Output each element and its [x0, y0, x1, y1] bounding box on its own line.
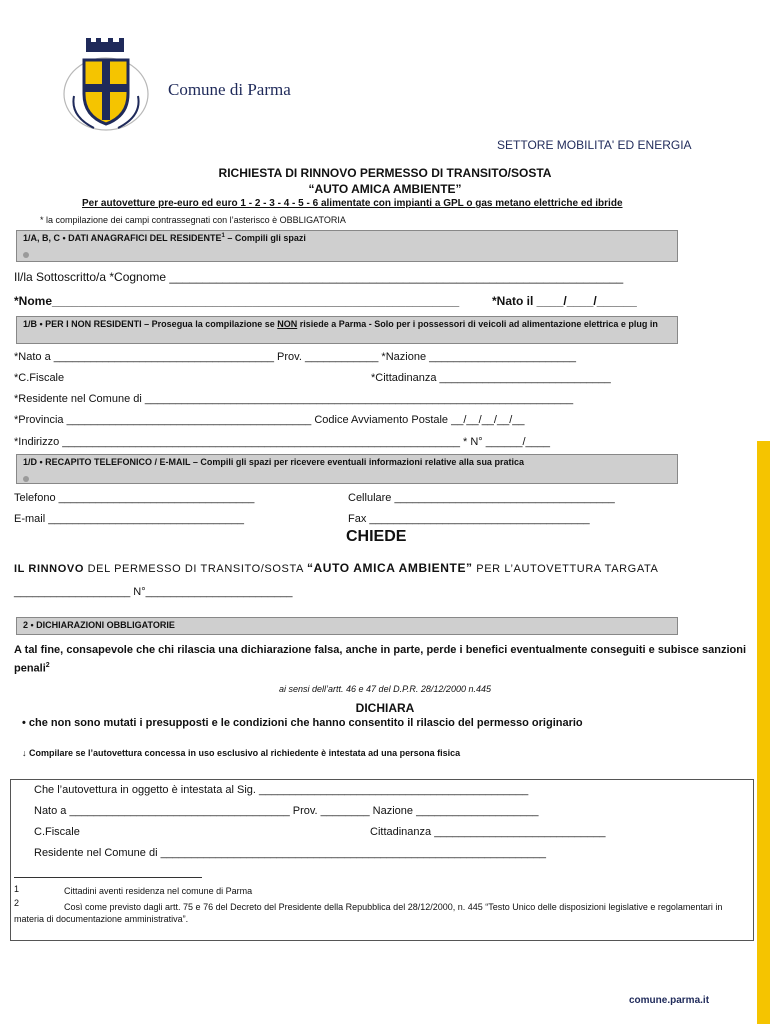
footnote-2-text: Così come previsto dagli artt. 75 e 76 del Decreto del Presidente della Repubblica del 28/12/2000, n. 445 “Testo Unico delle disposizioni legislative e regolamentari in materia di documentazione amministrativa”. — [14, 902, 723, 924]
mandatory-note-text: la compilazione dei campi contrassegnati con l’asterisco è OBBLIGATORIA — [46, 215, 346, 225]
department-name: SETTORE MOBILITA' ED ENERGIA — [497, 138, 692, 152]
fax-field[interactable]: Fax ____________________________________ — [348, 513, 590, 525]
footnote-1-text: Cittadini aventi residenza nel comune di Parma — [64, 886, 253, 896]
coat-of-arms-logo — [60, 36, 160, 132]
mobile-field[interactable]: Cellulare ____________________________________ — [348, 492, 615, 504]
permit-text: DEL PERMESSO DI TRANSITO/SOSTA — [83, 563, 307, 575]
residence-field[interactable]: *Residente nel Comune di ______________________________________________________________________ — [14, 393, 574, 405]
dichiara-heading: DICHIARA — [355, 701, 415, 715]
section-1d-title: 1/D • RECAPITO TELEFONICO / E-MAIL – Compili gli spazi per ricevere eventuali informazioni relative alla sua pratica — [23, 457, 524, 467]
yellow-sidebar — [757, 441, 770, 1024]
sidebar-top — [757, 0, 770, 441]
section-1d-header — [16, 454, 678, 484]
footnote-divider — [14, 877, 202, 878]
renewal-request-line — [14, 561, 658, 575]
bullet-dot — [23, 252, 29, 258]
legal-reference: ai sensi dell’artt. 46 e 47 del D.P.R. 28/12/2000 n.445 — [279, 684, 491, 694]
section-2-header — [16, 617, 678, 635]
footnote-1-number: 1 — [14, 884, 20, 894]
owner-birthplace-field[interactable]: Nato a ____________________________________ Prov. ________ Nazione ____________________ — [34, 805, 539, 817]
section-1-instruction: – Compili gli spazi — [224, 233, 306, 243]
mandatory-note — [40, 215, 346, 225]
auto-amica-label: “AUTO AMICA AMBIENTE” — [306, 561, 473, 575]
asterisk: * — [40, 215, 44, 225]
plate-label: PER L’AUTOVETTURA TARGATA — [472, 563, 659, 575]
section-1b-title: 1/B • PER I NON RESIDENTI – Prosegua la compilazione se — [23, 319, 278, 329]
citizenship-field[interactable]: *Cittadinanza ____________________________ — [371, 372, 611, 384]
plate-number-field[interactable]: ___________________ N°________________________ — [14, 586, 293, 598]
owner-tax-code-label: C.Fiscale — [34, 826, 80, 838]
birthplace-field[interactable]: *Nato a ____________________________________ Prov. ____________ *Nazione ________________________ — [14, 351, 576, 363]
bullet-dot — [23, 476, 29, 482]
compile-instruction: ↓ Compilare se l’autovettura concessa in uso esclusivo al richiedente è intestata ad una persona fisica — [22, 748, 461, 758]
footnote-ref-2: 2 — [45, 662, 50, 669]
section-1-title: 1/A, B, C • DATI ANAGRAFICI DEL RESIDENTE — [23, 233, 222, 243]
section-1b-header — [16, 316, 678, 344]
form-subtitle: Per autovetture pre-euro ed euro 1 - 2 - 3 - 4 - 5 - 6 alimentate con impianti a GPL o gas metano elettriche ed ibride — [82, 198, 623, 209]
declaration-paragraph — [14, 643, 746, 677]
name-field[interactable]: *Nome_____________________________________________________________ — [14, 294, 460, 308]
footer-website[interactable]: comune.parma.it — [629, 995, 710, 1006]
logo-text: Comune di Parma — [168, 80, 291, 99]
email-field[interactable]: E-mail ________________________________ — [14, 513, 244, 525]
footnote-2-number: 2 — [14, 898, 20, 908]
renewal-label: IL RINNOVO — [14, 563, 84, 575]
phone-field[interactable]: Telefono ________________________________ — [14, 492, 255, 504]
form-title: RICHIESTA DI RINNOVO PERMESSO DI TRANSITO/SOSTA — [218, 166, 552, 180]
declaration-bullet: • che non sono mutati i presupposti e le condizioni che hanno consentito il rilascio del permesso originario — [22, 717, 583, 729]
section-1-header — [16, 230, 678, 262]
footnote-ref-1: 1 — [221, 233, 225, 239]
owner-name-field[interactable]: Che l’autovettura in oggetto è intestata al Sig. ____________________________________________ — [34, 784, 529, 796]
chiede-heading: CHIEDE — [346, 528, 407, 545]
form-title-line2: “AUTO AMICA AMBIENTE” — [308, 182, 462, 196]
section-1b-tail: risiede a Parma - Solo per i possessori di veicoli ad alimentazione elettrica e plug in — [297, 319, 658, 329]
non-emphasis: NON — [277, 319, 298, 329]
province-postal-field[interactable]: *Provincia ________________________________________ Codice Avviamento Postale __/__/__/__/__ — [14, 414, 525, 426]
tax-code-label: *C.Fiscale — [14, 372, 65, 384]
owner-citizenship-field[interactable]: Cittadinanza ____________________________ — [370, 826, 606, 838]
birth-date-field[interactable]: *Nato il ____/____/______ — [492, 294, 637, 308]
surname-field[interactable]: Il/la Sottoscritto/a *Cognome ____________________________________________________________________ — [14, 270, 624, 284]
owner-residence-field[interactable]: Residente nel Comune di _______________________________________________________________ — [34, 847, 546, 859]
address-field[interactable]: *Indirizzo _________________________________________________________________ * N° ______/____ — [14, 436, 550, 448]
declaration-text: A tal fine, consapevole che chi rilascia una dichiarazione falsa, anche in parte, perde i benefici eventualmente conseguiti e subisce sanzioni penali — [14, 644, 746, 675]
section-2-title: 2 • DICHIARAZIONI OBBLIGATORIE — [23, 620, 175, 630]
